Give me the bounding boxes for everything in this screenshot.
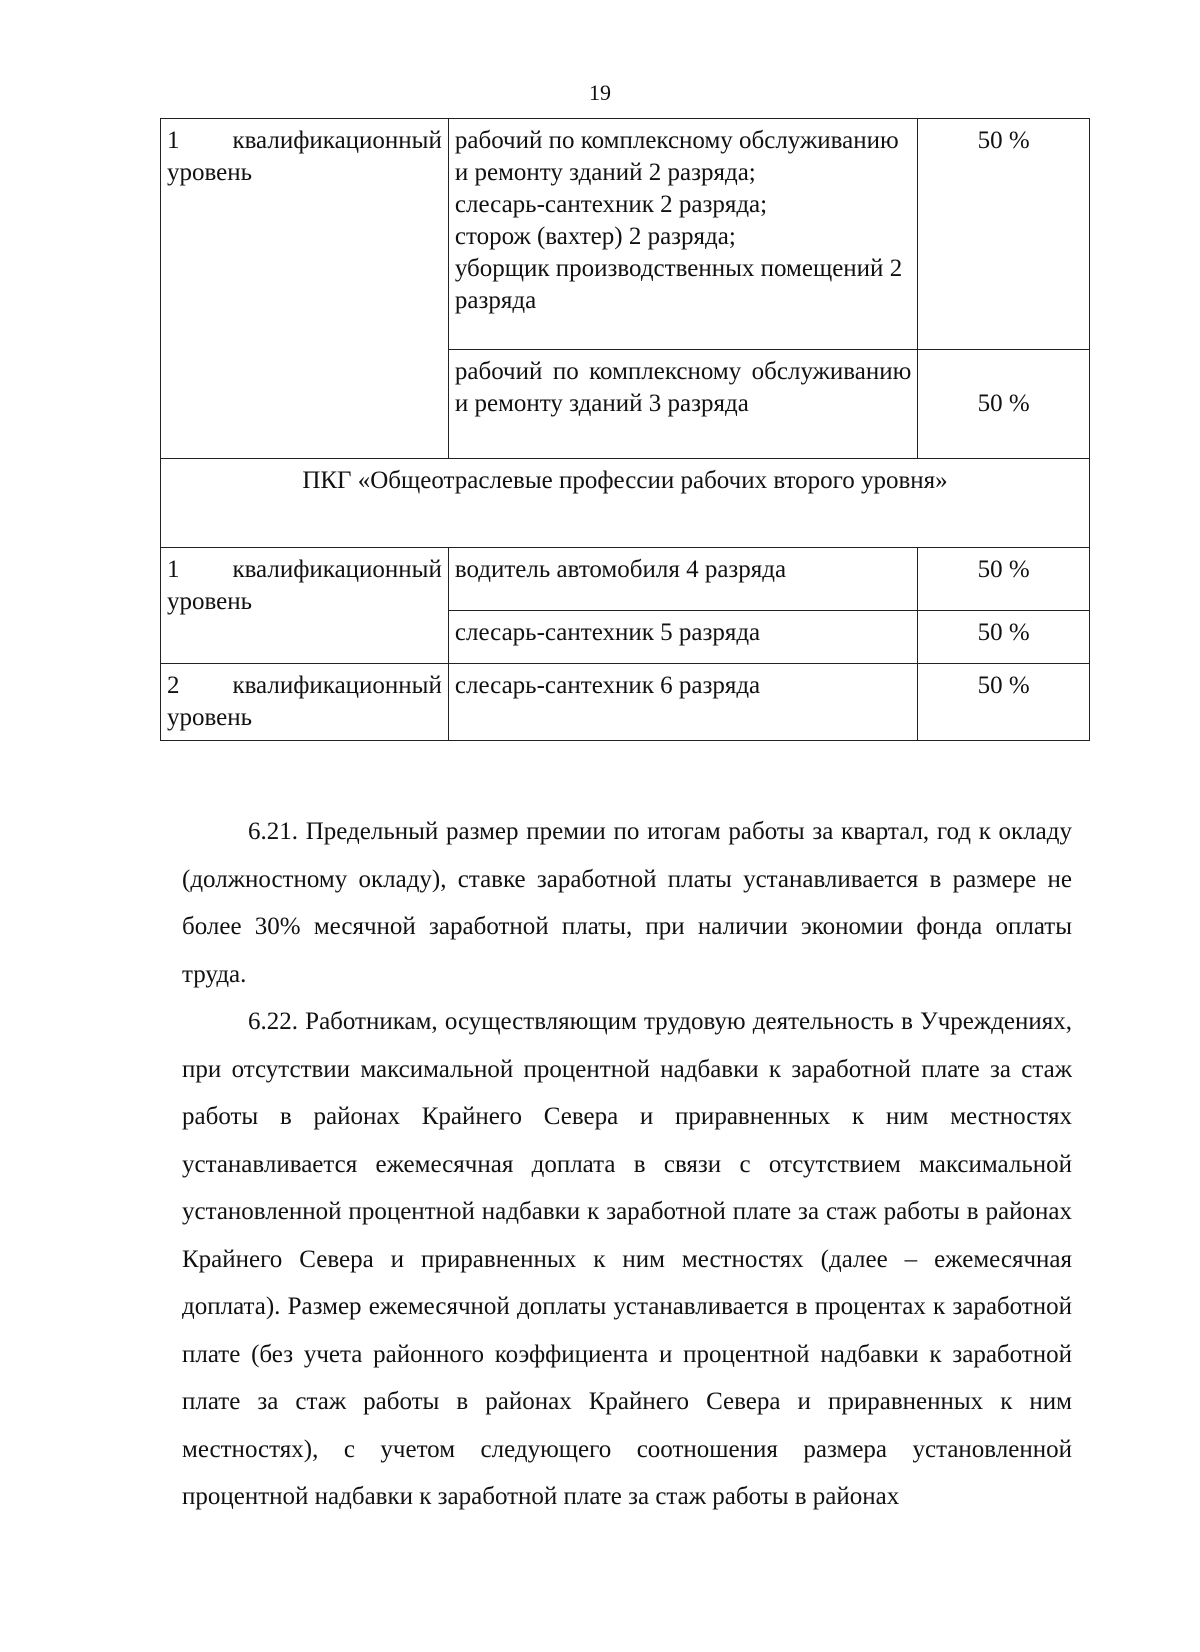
level-number: 1 [167,127,180,154]
table-row [161,119,1090,350]
profession-cell: слесарь-сантехник 5 разряда [448,611,917,664]
level-number: 1 [167,556,180,583]
level-suffix: уровень [167,704,253,731]
profession-cell: водитель автомобиля 4 разряда [448,548,917,611]
percent-cell: 50 % [918,548,1090,611]
group-header-row [161,459,1090,548]
paragraph-6-22: 6.22. Работникам, осуществляющим трудовую деятельность в Учреждениях, при отсутствии максимальной процентной надбавки к заработной плате за стаж работы в районах Крайнего Севера и приравненных к ним местностях устанавливается ежемесячная доплата в связи с отсутствием максимальной установленной процентной надбавки к заработной плате за стаж работы в районах Крайнего Севера и приравненных к ним местностях (далее – ежемесячная доплата). Размер ежемесячной доплаты устанавливается в процентах к заработной плате (без учета районного коэффициента и процентной надбавки к заработной плате за стаж работы в районах Крайнего Севера и приравненных к ним местностях), с учетом следующего соотношения размера установленной процентной надбавки к заработной плате за стаж работы в районах [182,1008,1072,1510]
percent-cell: 50 % [918,664,1090,741]
profession-cell: рабочий по комплексному обслуживанию и ремонту зданий 2 разряда; слесарь-сантехник 2 разряда; сторож (вахтер) 2 разряда; уборщик производственных помещений 2 разряда [448,119,917,350]
table-row [161,548,1090,611]
table-row [161,664,1090,741]
body-text [182,808,1072,1521]
qualification-table [160,118,1090,741]
level-number: 2 [167,672,180,699]
level-word: квалификационный [232,127,442,154]
level-suffix: уровень [167,588,253,615]
percent-cell: 50 % [918,119,1090,350]
percent-cell: 50 % [918,611,1090,664]
page-number: 19 [589,80,611,105]
level-word: квалификационный [232,556,442,583]
level-cell [161,119,449,459]
level-suffix: уровень [167,159,253,186]
level-cell [161,664,449,741]
level-word: квалификационный [232,672,442,699]
profession-cell: слесарь-сантехник 6 разряда [448,664,917,741]
paragraph-6-21: 6.21. Предельный размер премии по итогам работы за квартал, год к окладу (должностному окладу), ставке заработной платы устанавливается в размере не более 30% месячной заработной платы, при наличии экономии фонда оплаты труда. [182,818,1072,988]
group-header: ПКГ «Общеотраслевые профессии рабочих второго уровня» [161,459,1090,548]
level-cell [161,548,449,664]
percent-cell: 50 % [918,350,1090,459]
profession-cell: рабочий по комплексному обслуживанию и ремонту зданий 3 разряда [448,350,917,459]
